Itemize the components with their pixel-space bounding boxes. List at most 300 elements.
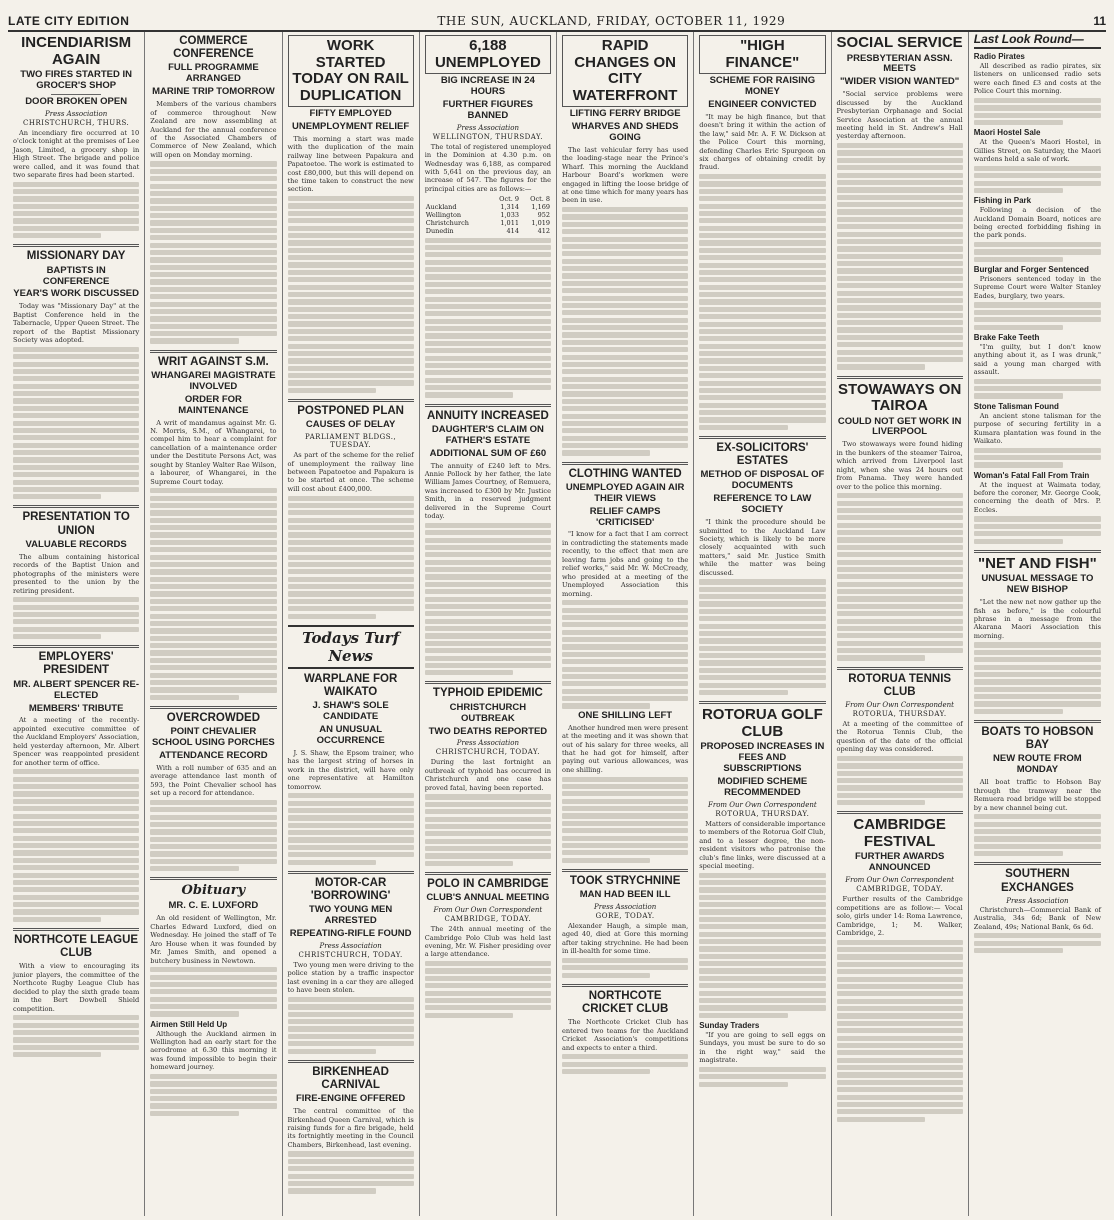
text-line	[13, 233, 101, 238]
deck: TWO YOUNG MEN ARRESTED	[309, 904, 393, 927]
subhead: MEMBERS' TRIBUTE	[28, 702, 124, 714]
text-line	[837, 357, 963, 362]
text-line	[974, 310, 1101, 315]
text-line	[974, 694, 1101, 699]
edition-label: LATE CITY EDITION	[8, 14, 130, 28]
text-line	[288, 1174, 414, 1179]
text-line	[562, 229, 688, 234]
text-line	[288, 569, 414, 574]
text-line	[150, 829, 276, 834]
headline: 6,188 UNEMPLOYED	[425, 35, 551, 74]
text-line	[288, 1166, 414, 1171]
subhead: DOOR BROKEN OPEN	[25, 95, 128, 107]
text-line	[288, 837, 414, 842]
text-line	[562, 659, 688, 664]
agency: From Our Own Correspondent	[433, 906, 543, 915]
text-line	[150, 1004, 276, 1009]
text-line	[974, 302, 1101, 307]
text-line	[150, 220, 276, 225]
agency: From Our Own Correspondent	[845, 876, 954, 885]
text-line	[13, 376, 139, 381]
text-line	[425, 356, 551, 361]
article-ex-solicitors	[699, 442, 825, 695]
text-line	[13, 836, 139, 841]
dateline: GORE, TODAY.	[595, 911, 655, 920]
text-line	[699, 373, 825, 378]
text-line	[425, 378, 551, 383]
body-text: An old resident of Wellington, Mr. Charles Edward Luxford, died on Wednesday. He joined the staff of Te Aro House when it was founded by Mr. James Smith, and opened a butchery business in Newtown.	[150, 914, 277, 965]
text-line	[562, 696, 688, 701]
text-line	[13, 204, 139, 209]
text-line	[13, 369, 139, 374]
subhead: RELIEF CAMPS 'CRITICISED'	[589, 505, 661, 528]
text-line	[562, 421, 688, 426]
text-line	[13, 480, 139, 485]
text-line	[13, 1023, 139, 1028]
subhead: "WIDER VISION WANTED"	[839, 76, 960, 88]
text-line	[699, 1013, 787, 1018]
text-line	[562, 244, 688, 249]
text-line	[562, 303, 688, 308]
article-rotorua-tennis	[837, 673, 963, 806]
text-line	[837, 560, 963, 565]
text-line	[562, 288, 688, 293]
text-line	[288, 270, 414, 275]
text-line	[13, 858, 139, 863]
text-line	[699, 690, 787, 695]
text-line	[562, 674, 688, 679]
divider	[150, 877, 276, 880]
newspaper-title: THE SUN, AUCKLAND, FRIDAY, OCTOBER 11, 1929	[437, 14, 786, 28]
text-line	[13, 821, 139, 826]
text-line	[974, 249, 1101, 254]
text-line	[288, 240, 414, 245]
text-line	[837, 1095, 963, 1100]
body-text: As part of the scheme for the relief of unemployment the railway line between Papatoetoe and Papakura is to be started at once. The scheme will cost about £400,000.	[287, 451, 414, 493]
text-line	[425, 370, 551, 375]
text-line	[288, 351, 414, 356]
deck: CHRISTCHURCH OUTBREAK	[449, 701, 527, 724]
text-line	[150, 614, 276, 619]
text-line	[562, 689, 688, 694]
text-line	[837, 327, 963, 332]
article-clothing-wanted	[562, 468, 688, 863]
text-line	[425, 333, 551, 338]
text-line	[974, 657, 1101, 662]
article-presentation	[13, 511, 139, 639]
text-line	[150, 257, 276, 262]
dateline: CHRISTCHURCH, TODAY.	[298, 951, 403, 959]
text-line	[425, 545, 551, 550]
text-line	[837, 523, 963, 528]
text-line	[425, 574, 551, 579]
text-line	[150, 599, 276, 604]
deck: METHOD OF DISPOSAL OF DOCUMENTS	[700, 469, 825, 492]
text-line	[13, 1045, 139, 1050]
headline: INCENDIARISM AGAIN	[21, 34, 132, 68]
article-turf-news	[288, 625, 414, 865]
article-commerce-conference	[150, 35, 276, 344]
body-text: Following a decision of the Auckland Domain Board, notices are being erected forbidding fishing in the park ponds.	[973, 206, 1101, 240]
section-title: Obituary	[181, 883, 246, 899]
text-line	[699, 410, 825, 415]
text-line	[562, 828, 688, 833]
text-line	[425, 319, 551, 324]
masthead	[8, 6, 1106, 32]
text-line	[699, 983, 825, 988]
text-line	[699, 668, 825, 673]
column-1	[8, 32, 145, 1216]
text-line	[974, 455, 1101, 460]
table-cell: 412	[537, 227, 550, 236]
text-line	[837, 276, 963, 281]
text-line	[974, 98, 1101, 103]
text-line	[288, 591, 414, 596]
text-line	[699, 917, 825, 922]
text-line	[425, 998, 551, 1003]
text-line	[562, 799, 688, 804]
section-title: Todays Turf News	[288, 625, 414, 669]
text-line	[288, 525, 414, 530]
text-line	[425, 663, 551, 668]
text-line	[425, 961, 551, 966]
text-line	[425, 245, 551, 250]
agency: From Our Own Correspondent	[845, 701, 954, 710]
divider	[837, 376, 963, 379]
text-line	[288, 248, 414, 253]
text-line	[837, 283, 963, 288]
text-line	[13, 435, 139, 440]
text-line	[974, 709, 1063, 714]
text-line	[974, 829, 1101, 834]
article-net-and-fish	[974, 556, 1101, 714]
text-line	[150, 309, 276, 314]
text-line	[150, 206, 276, 211]
deck: DAUGHTER'S CLAIM ON FATHER'S ESTATE	[431, 423, 544, 446]
text-line	[837, 793, 963, 798]
last-look-round	[974, 52, 1101, 544]
text-line	[150, 169, 276, 174]
text-line	[288, 815, 414, 820]
text-line	[837, 515, 963, 520]
body-text: Two young men were driving to the police station by a traffic inspector last evening in a car they are alleged to have been stolen.	[287, 961, 414, 995]
text-line	[425, 861, 513, 866]
text-line	[699, 240, 825, 245]
dateline: CAMBRIDGE, TODAY.	[444, 915, 532, 924]
text-line	[150, 287, 276, 292]
text-line	[425, 648, 551, 653]
text-line	[562, 251, 688, 256]
text-line	[13, 347, 139, 352]
text-line	[425, 619, 551, 624]
text-line	[974, 665, 1101, 670]
text-line	[425, 846, 551, 851]
text-line	[699, 351, 825, 356]
article-unemployed	[425, 35, 551, 398]
text-line	[288, 1041, 414, 1046]
subhead: CLUB'S ANNUAL MEETING	[426, 892, 550, 904]
agency: Press Association	[45, 109, 108, 118]
text-line	[425, 392, 513, 397]
text-line	[837, 537, 963, 542]
text-line	[837, 1058, 963, 1063]
table-row	[425, 211, 551, 219]
text-line	[150, 591, 276, 596]
text-line	[13, 814, 139, 819]
subhead: FIRE-ENGINE OFFERED	[295, 1093, 406, 1105]
headline: BIRKENHEAD CARNIVAL	[312, 1065, 389, 1091]
agency: Press Association	[594, 902, 657, 911]
text-line	[837, 648, 963, 653]
article-incendiarism	[13, 35, 139, 238]
table-cell: 1,169	[531, 203, 550, 212]
text-line	[13, 398, 139, 403]
divider	[13, 505, 139, 508]
body-text: The annuity of £240 left to Mrs. Annie Pollock by her father, the late William James Courtney, of Remuera, was increased to £300 by Mr. Justice Smith, in a reserved judgment delivered in the Supreme Court today.	[424, 461, 551, 521]
headline: WARPLANE FOR WAIKATO	[303, 672, 398, 698]
headline: MISSIONARY DAY	[26, 250, 126, 263]
headline: PRESENTATION TO UNION	[22, 511, 130, 537]
text-line	[699, 954, 825, 959]
column-7	[832, 32, 969, 1216]
text-line	[425, 968, 551, 973]
subhead: AN UNUSUAL OCCURRENCE	[316, 724, 385, 746]
text-line	[13, 457, 139, 462]
text-line	[562, 391, 688, 396]
text-line	[562, 318, 688, 323]
text-line	[13, 362, 139, 367]
text-line	[837, 165, 963, 170]
text-line	[425, 983, 551, 988]
text-line	[562, 377, 688, 382]
table-cell: 1,019	[531, 219, 550, 228]
text-line	[699, 403, 825, 408]
text-line	[562, 450, 650, 455]
headline: BOATS TO HOBSON BAY	[981, 726, 1094, 752]
text-line	[13, 406, 139, 411]
divider	[562, 462, 688, 465]
text-line	[699, 991, 825, 996]
deck: LIFTING FERRY BRIDGE	[569, 108, 681, 119]
text-line	[699, 285, 825, 290]
subhead: ADDITIONAL SUM OF £60	[429, 447, 547, 459]
text-line	[837, 1080, 963, 1085]
body-text: All described as radio pirates, six listeners on unlicensed radio sets were each fined £3 and costs at the Police Court this morning.	[973, 62, 1101, 96]
text-line	[288, 808, 414, 813]
text-line	[837, 298, 963, 303]
text-line	[425, 348, 551, 353]
text-line	[288, 358, 414, 363]
text-line	[699, 653, 825, 658]
text-line	[288, 255, 414, 260]
text-line	[699, 292, 825, 297]
divider	[562, 869, 688, 872]
text-line	[699, 181, 825, 186]
text-line	[562, 399, 688, 404]
text-line	[13, 873, 139, 878]
headline: ROTORUA TENNIS CLUB	[848, 672, 952, 698]
headline: TOOK STRYCHNINE	[569, 874, 681, 887]
text-line	[13, 472, 139, 477]
text-line	[288, 373, 414, 378]
text-line	[699, 601, 825, 606]
text-line	[699, 660, 825, 665]
text-line	[699, 1067, 825, 1072]
body-text: With a view to encouraging its junior players, the committee of the Northcote Rugby League Club has decided to play the sixth grade team in the Bert Dowbell Shield competition.	[13, 962, 140, 1013]
headline: OVERCROWDED	[166, 711, 261, 724]
text-line	[974, 687, 1101, 692]
text-line	[150, 496, 276, 501]
text-line	[699, 946, 825, 951]
text-line	[288, 599, 414, 604]
body-text: Members of the various chambers of commerce throughout New Zealand are now assembling at Auckland for the annual conference of the Associated Chambers of Commerce of New Zealand, which will open on Monday morning.	[150, 100, 277, 159]
text-line	[699, 683, 825, 688]
text-line	[425, 238, 551, 243]
table-row	[425, 219, 551, 227]
text-line	[699, 587, 825, 592]
text-line	[425, 282, 551, 287]
table-cell: Christchurch	[425, 219, 469, 228]
text-line	[13, 612, 139, 617]
text-line	[13, 828, 139, 833]
agency: Press Association	[456, 123, 519, 132]
text-line	[288, 211, 414, 216]
text-line	[837, 626, 963, 631]
text-line	[837, 1028, 963, 1033]
headline: TYPHOID EPIDEMIC	[432, 687, 543, 700]
table-header	[425, 195, 489, 203]
text-line	[837, 604, 963, 609]
text-line	[288, 1188, 376, 1193]
text-line	[425, 991, 551, 996]
text-line	[150, 822, 276, 827]
text-line	[837, 187, 963, 192]
text-line	[699, 616, 825, 621]
text-line	[562, 777, 688, 782]
table-cell: 1,033	[500, 211, 519, 220]
text-line	[150, 331, 276, 336]
column-6	[694, 32, 831, 1216]
text-line	[699, 961, 825, 966]
text-line	[13, 902, 139, 907]
subhead: Airmen Still Held Up	[150, 1019, 228, 1029]
body-text: "It may be high finance, but that doesn't bring it within the action of the law," said Mr. A. F. W. Dickson at the Police Court this morning, defending Charles Eric Spurgeon on six charges of obtaining credit by fraud.	[699, 112, 826, 172]
text-line	[13, 182, 139, 187]
text-line	[425, 530, 551, 535]
text-line	[150, 191, 276, 196]
item-title: Burglar and Forger Sentenced	[973, 264, 1089, 274]
body-text: "I'm guilty, but I don't know anything about it, as I was drunk," said a young man charged with assault.	[973, 342, 1101, 377]
article-employers-president	[13, 651, 139, 922]
deck: SCHEME FOR RAISING MONEY	[709, 75, 816, 97]
deck: FULL PROGRAMME ARRANGED	[168, 62, 259, 85]
article-typhoid	[425, 687, 551, 865]
text-line	[13, 880, 139, 885]
text-line	[837, 268, 963, 273]
column-4	[420, 32, 557, 1216]
deck: FIFTY EMPLOYED	[309, 108, 392, 119]
text-line	[13, 487, 139, 492]
text-line	[562, 652, 688, 657]
text-line	[288, 203, 414, 208]
body-text: At the inquest at Waimata today, before the coroner, Mr. George Cook, concerning the death of Mrs. P. Eccles.	[973, 480, 1101, 514]
text-line	[150, 1103, 276, 1108]
text-line	[837, 173, 963, 178]
text-line	[150, 302, 276, 307]
divider	[288, 1060, 414, 1063]
text-line	[837, 962, 963, 967]
text-line	[837, 756, 963, 761]
text-line	[13, 619, 139, 624]
text-line	[562, 273, 688, 278]
article-postponed-plan	[288, 405, 414, 619]
article-southern-exchanges	[974, 868, 1101, 953]
text-line	[150, 510, 276, 515]
text-line	[13, 865, 139, 870]
text-line	[425, 252, 551, 257]
text-line	[699, 336, 825, 341]
text-line	[699, 1082, 787, 1087]
text-line	[699, 579, 825, 584]
text-line	[562, 836, 688, 841]
divider	[974, 720, 1101, 723]
agency: From Our Own Correspondent	[708, 800, 817, 809]
body-text: J. S. Shaw, the Epsom trainer, who has the largest string of horses in work in the district, will have only one representative at Hamilton tomorrow.	[287, 748, 414, 791]
agency: Press Association	[456, 739, 519, 748]
article-writ-against-sm	[150, 356, 276, 700]
subhead: ORDER FOR MAINTENANCE	[178, 393, 249, 416]
text-line	[288, 285, 414, 290]
body-text: "If you are going to sell eggs on Sundays, you must be sure to do so in the right way," said the magistrate.	[699, 1030, 826, 1065]
divider	[425, 681, 551, 684]
text-line	[562, 637, 688, 642]
text-line	[837, 320, 963, 325]
text-line	[288, 366, 414, 371]
text-line	[13, 218, 139, 223]
text-line	[837, 785, 963, 790]
text-line	[699, 366, 825, 371]
text-line	[699, 226, 825, 231]
headline: CLOTHING WANTED	[568, 467, 682, 480]
text-line	[425, 656, 551, 661]
text-line	[562, 1054, 688, 1059]
text-line	[974, 120, 1063, 125]
text-line	[974, 462, 1063, 467]
text-line	[837, 180, 963, 185]
text-line	[288, 321, 414, 326]
text-line	[13, 777, 139, 782]
text-line	[974, 941, 1101, 946]
text-line	[699, 638, 825, 643]
divider	[562, 984, 688, 987]
text-line	[150, 859, 276, 864]
text-line	[150, 198, 276, 203]
subhead: Sunday Traders	[699, 1020, 760, 1030]
text-line	[425, 363, 551, 368]
text-line	[150, 1111, 238, 1116]
table-cell: 1,011	[500, 219, 519, 228]
text-line	[837, 350, 963, 355]
text-line	[425, 824, 551, 829]
item-title: Maori Hostel Sale	[973, 128, 1041, 138]
text-line	[837, 195, 963, 200]
text-line	[150, 235, 276, 240]
body-text: During the last fortnight an outbreak of typhoid has occurred in Christchurch and one case has proved fatal, having been reported.	[424, 758, 551, 792]
text-line	[837, 232, 963, 237]
text-line	[13, 806, 139, 811]
text-line	[425, 1005, 551, 1010]
text-line	[699, 388, 825, 393]
